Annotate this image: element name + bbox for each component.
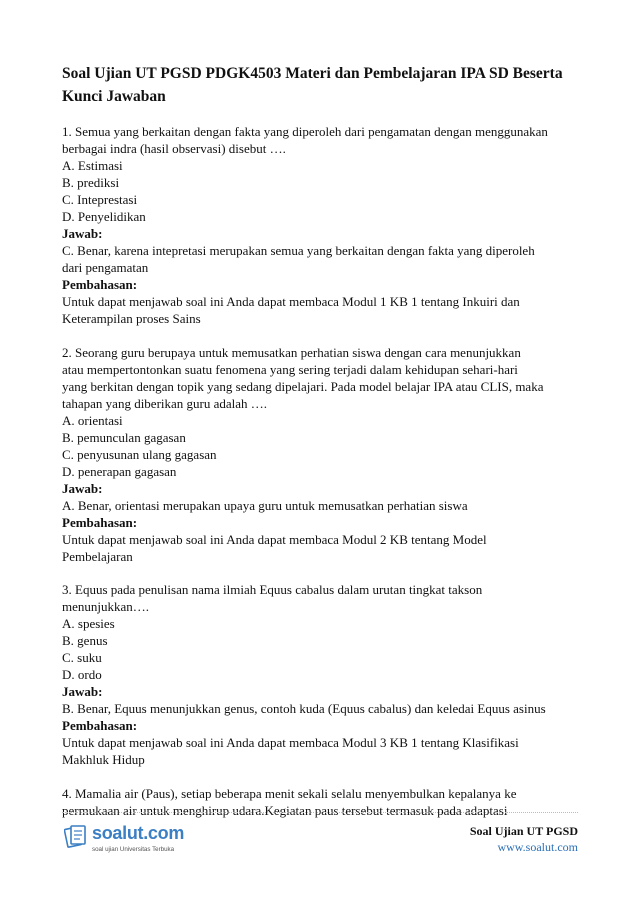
discussion-label: Pembahasan: <box>62 514 138 530</box>
soalut-logo <box>64 820 194 862</box>
logo-wordmark: soalut.com <box>92 823 185 843</box>
option-d: D. Penyelidikan <box>62 209 146 224</box>
discussion-label: Pembahasan: <box>62 718 138 733</box>
question-block-2 <box>62 344 582 565</box>
answer-label: Jawab: <box>62 226 103 241</box>
title-line: Soal Ujian UT PGSD PDGK4503 Materi dan Pembelajaran IPA SD Beserta <box>62 65 563 82</box>
option-c: C. Inteprestasi <box>62 192 138 207</box>
question-text: 3. Equus pada penulisan nama ilmiah Equus cabalus dalam urutan tingkat takson <box>62 582 483 597</box>
footer-info <box>470 823 578 855</box>
option-c: C. suku <box>62 650 102 665</box>
title-line: Kunci Jawaban <box>62 88 166 105</box>
question-text: berbagai indra (hasil observasi) disebut …. <box>62 141 286 156</box>
question-block-3 <box>62 581 582 768</box>
question-text: 2. Seorang guru berupaya untuk memusatkan perhatian siswa dengan cara menunjukkan <box>62 344 521 360</box>
logo-tagline: soal ujian Universitas Terbuka <box>92 846 175 853</box>
document-stack-icon <box>64 822 90 850</box>
answer-text: C. Benar, karena intepretasi merupakan semua yang berkaitan dengan fakta yang diperoleh <box>62 243 535 258</box>
answer-text: dari pengamatan <box>62 260 149 275</box>
discussion-text: Untuk dapat menjawab soal ini Anda dapat membaca Modul 1 KB 1 tentang Inkuiri dan <box>62 294 520 309</box>
question-text: yang berkitan dengan topik yang sedang dipelajari. Pada model belajar IPA atau CLIS, maka <box>62 378 544 394</box>
discussion-text: Untuk dapat menjawab soal ini Anda dapat membaca Modul 3 KB 1 tentang Klasifikasi <box>62 735 519 750</box>
option-d: D. ordo <box>62 667 102 682</box>
option-a: A. Estimasi <box>62 158 123 173</box>
question-block-4 <box>62 785 582 819</box>
option-b: B. genus <box>62 633 108 648</box>
footer-divider <box>62 812 578 813</box>
answer-label: Jawab: <box>62 684 103 699</box>
footer-title: Soal Ujian UT PGSD <box>469 824 578 838</box>
answer-text: B. Benar, Equus menunjukkan genus, contoh kuda (Equus cabalus) dan keledai Equus asinus <box>62 701 546 716</box>
option-a: A. spesies <box>62 616 115 631</box>
question-text: permukaan air untuk menghirup udara.Kegiatan paus tersebut termasuk pada adaptasi <box>62 802 508 818</box>
question-block-1 <box>62 123 582 327</box>
question-text: 1. Semua yang berkaitan dengan fakta yang diperoleh dari pengamatan dengan menggunakan <box>62 124 548 139</box>
option-b: B. prediksi <box>62 175 120 190</box>
discussion-text: Makhluk Hidup <box>62 752 145 767</box>
discussion-text: Keterampilan proses Sains <box>62 311 201 326</box>
option-a: A. orientasi <box>62 412 123 428</box>
option-c: C. penyusunan ulang gagasan <box>62 446 217 462</box>
document-title <box>62 62 582 108</box>
footer-url-link[interactable]: www.soalut.com <box>497 840 578 854</box>
question-text: tahapan yang diberikan guru adalah …. <box>62 395 268 411</box>
question-text: menunjukkan…. <box>62 599 150 614</box>
question-text: atau mempertontonkan suatu fenomena yang sering terjadi dalam kehidupan sehari-hari <box>62 361 518 377</box>
answer-text: A. Benar, orientasi merupakan upaya guru untuk memusatkan perhatian siswa <box>62 497 468 513</box>
option-d: D. penerapan gagasan <box>62 463 177 479</box>
answer-label: Jawab: <box>62 480 103 496</box>
discussion-text: Pembelajaran <box>62 548 133 564</box>
discussion-label: Pembahasan: <box>62 277 138 292</box>
option-b: B. pemunculan gagasan <box>62 429 186 445</box>
discussion-text: Untuk dapat menjawab soal ini Anda dapat membaca Modul 2 KB tentang Model <box>62 531 487 547</box>
question-text: 4. Mamalia air (Paus), setiap beberapa menit sekali selalu menyembulkan kepalanya ke <box>62 785 517 801</box>
document-page <box>62 62 582 835</box>
